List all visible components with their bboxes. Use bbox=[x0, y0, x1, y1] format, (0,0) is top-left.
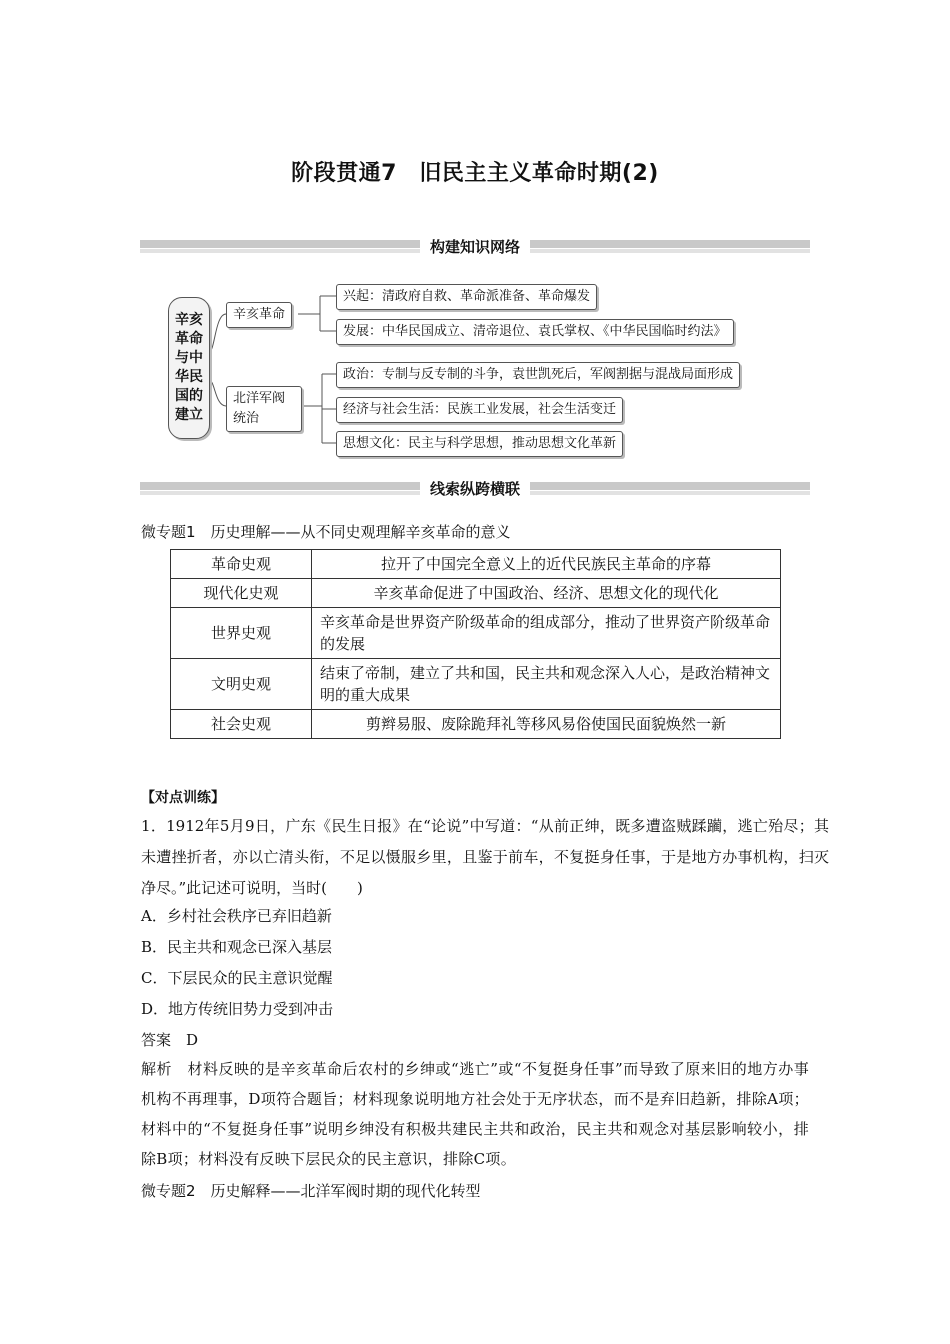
training-label: 【对点训练】 bbox=[141, 790, 225, 806]
section-bar-threads bbox=[140, 478, 810, 500]
mindmap-root-label: 辛亥革命与中华民国的建立 bbox=[175, 312, 203, 423]
option-c: C．下层民众的民主意识觉醒 bbox=[141, 969, 333, 987]
option-b: B．民主共和观念已深入基层 bbox=[141, 938, 333, 956]
mindmap-leaf bbox=[336, 284, 597, 310]
table-row bbox=[171, 710, 781, 739]
mindmap-root bbox=[168, 297, 210, 439]
table-row bbox=[171, 579, 781, 608]
mindmap-leaf bbox=[336, 319, 734, 345]
mindmap-branch-label: 北洋军阀统治 bbox=[233, 391, 286, 426]
explanation bbox=[141, 1054, 809, 1174]
history-views-table bbox=[170, 549, 781, 739]
topic1-heading: 微专题1 历史理解——从不同史观理解辛亥革命的意义 bbox=[141, 523, 511, 541]
table-cell-view: 现代化史观 bbox=[171, 579, 312, 608]
table-row bbox=[171, 550, 781, 579]
mindmap-leaf bbox=[336, 431, 623, 457]
table-cell-meaning: 辛亥革命是世界资产阶级革命的组成部分，推动了世界资产阶级革命的发展 bbox=[312, 608, 781, 659]
mindmap-branch-label: 辛亥革命 bbox=[233, 307, 286, 322]
mindmap-leaf bbox=[336, 397, 623, 423]
mindmap-leaf-text: 发展：中华民国成立、清帝退位、袁氏掌权、《中华民国临时约法》 bbox=[343, 324, 727, 339]
table-cell-meaning: 辛亥革命促进了中国政治、经济、思想文化的现代化 bbox=[312, 579, 781, 608]
table-row bbox=[171, 608, 781, 659]
page-title: 阶段贯通7 旧民主主义革命时期(2) bbox=[291, 161, 659, 186]
mindmap-leaf-text: 经济与社会生活：民族工业发展，社会生活变迁 bbox=[343, 402, 617, 417]
option-a: A．乡村社会秩序已弃旧趋新 bbox=[141, 907, 332, 925]
option-d: D．地方传统旧势力受到冲击 bbox=[141, 1000, 334, 1018]
table-row bbox=[171, 659, 781, 710]
mindmap-leaf bbox=[336, 362, 740, 388]
table-cell-meaning: 剪辫易服、废除跪拜礼等移风易俗使国民面貌焕然一新 bbox=[312, 710, 781, 739]
table-cell-view: 革命史观 bbox=[171, 550, 312, 579]
mindmap-leaf-text: 兴起：清政府自救、革命派准备、革命爆发 bbox=[343, 289, 591, 304]
mindmap-branch-xinhai bbox=[226, 302, 292, 328]
topic2-heading: 微专题2 历史解释——北洋军阀时期的现代化转型 bbox=[141, 1182, 481, 1200]
answer-value: D bbox=[186, 1031, 199, 1049]
explanation-label: 解析 bbox=[141, 1060, 173, 1078]
table-cell-meaning: 结束了帝制，建立了共和国，民主共和观念深入人心，是政治精神文明的重大成果 bbox=[312, 659, 781, 710]
section-bar-threads-label: 线索纵跨横联 bbox=[420, 478, 530, 500]
section-bar-network-label: 构建知识网络 bbox=[420, 236, 530, 258]
table-cell-meaning: 拉开了中国完全意义上的近代民族民主革命的序幕 bbox=[312, 550, 781, 579]
mindmap-leaf-text: 思想文化：民主与科学思想，推动思想文化革新 bbox=[343, 436, 617, 451]
question-text: 1．1912年5月9日，广东《民生日报》在“论说”中写道：“从前正绅，既多遭盗贼蹂躏，逃亡殆尽；其未遭挫折者，亦以亡清头衔，不足以慑服乡里，且鉴于前车，不复挺身任事，于是地方办事机构，扫灭净尽。”此记述可说明，当时( ) bbox=[141, 817, 829, 897]
explanation-text: 材料反映的是辛亥革命后农村的乡绅或“逃亡”或“不复挺身任事”而导致了原来旧的地方办事机构不再理事，D项符合题旨；材料现象说明地方社会处于无序状态，而不是弃旧趋新，排除A项；材料中的“不复挺身任事”说明乡绅没有积极共建民主共和政治，民主共和观念对基层影响较小，排除B项；材料没有反映下层民众的民主意识，排除C项。 bbox=[141, 1060, 810, 1168]
table-cell-view: 文明史观 bbox=[171, 659, 312, 710]
mindmap-branch-beiyang bbox=[226, 386, 302, 432]
table-cell-view: 世界史观 bbox=[171, 608, 312, 659]
table-cell-view: 社会史观 bbox=[171, 710, 312, 739]
answer-line bbox=[141, 1025, 198, 1056]
mindmap-leaf-text: 政治：专制与反专制的斗争，袁世凯死后，军阀割据与混战局面形成 bbox=[343, 367, 734, 382]
answer-label: 答案 bbox=[141, 1031, 172, 1049]
